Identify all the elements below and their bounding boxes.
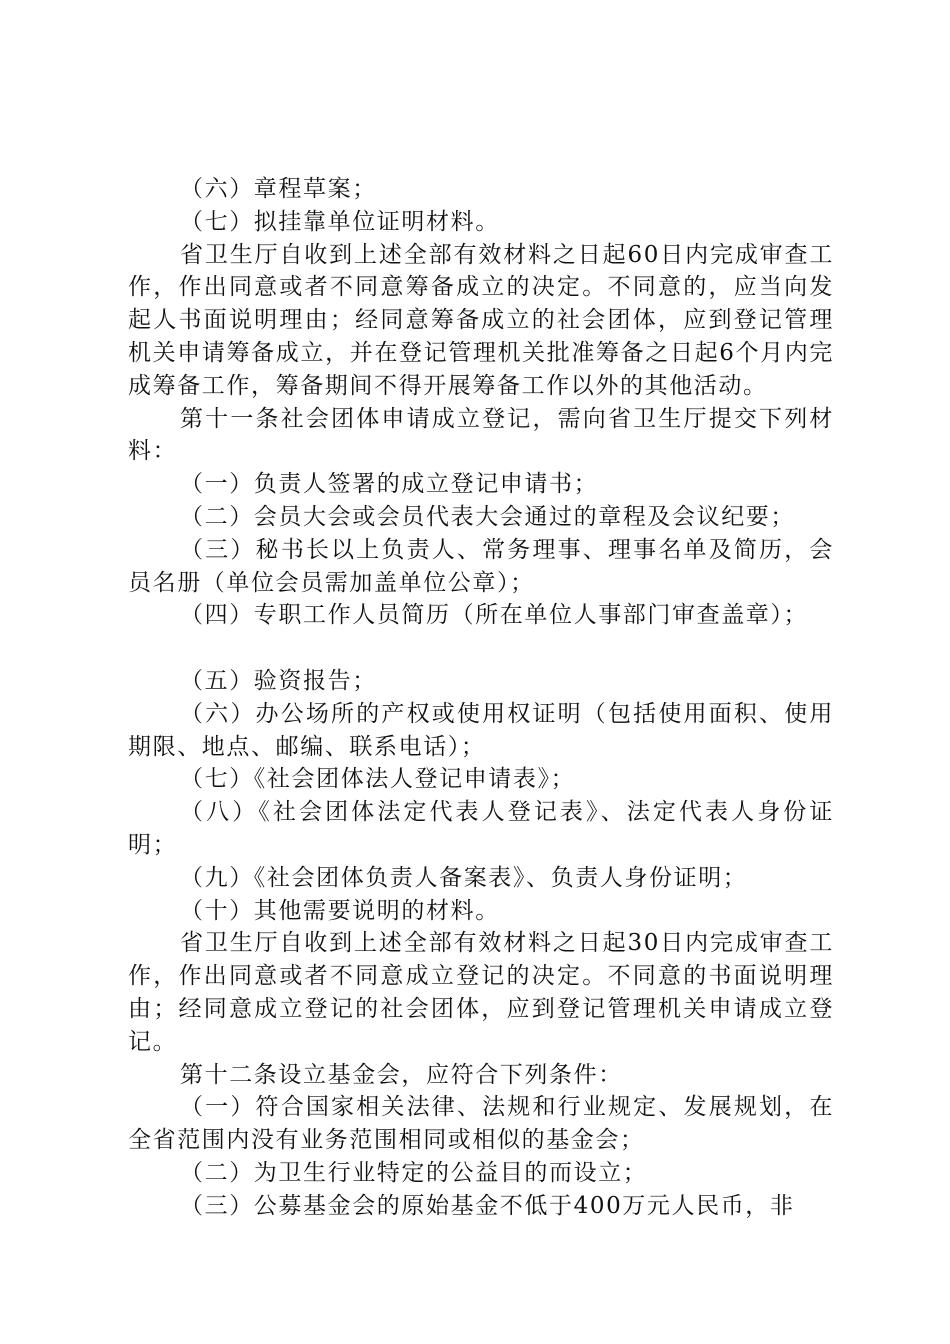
paragraph-review-60-days: 省卫生厅自收到上述全部有效材料之日起60日内完成审查工作，作出同意或者不同意筹备成立的决定。不同意的，应当向发起人书面说明理由；经同意筹备成立的社会团体，应到登记管理机关申请筹备成立，并在登记管理机关批准筹备之日起6个月内完成筹备工作，筹备期间不得开展筹备工作以外的其他活动。 bbox=[128, 241, 834, 399]
paragraph-foundation-condition-2: （二）为卫生行业特定的公益目的而设立； bbox=[180, 1159, 648, 1186]
paragraph-item-7: （七）《社会团体法人登记申请表》； bbox=[180, 766, 576, 793]
paragraph-article-11: 第十一条社会团体申请成立登记，需向省卫生厅提交下列材料： bbox=[128, 405, 834, 465]
document-body bbox=[128, 173, 834, 1223]
paragraph-item-9: （九）《社会团体负责人备案表》、负责人身份证明； bbox=[180, 864, 748, 891]
paragraph-item-4: （四）专职工作人员简历（所在单位人事部门审查盖章）； bbox=[180, 602, 809, 629]
paragraph-charter-draft: （六）章程草案； bbox=[180, 176, 377, 202]
paragraph-item-8: （八）《社会团体法定代表人登记表》、法定代表人身份证明； bbox=[128, 799, 834, 858]
paragraph-item-2: （二）会员大会或会员代表大会通过的章程及会议纪要； bbox=[180, 503, 795, 530]
paragraph-review-30-days: 省卫生厅自收到上述全部有效材料之日起30日内完成审查工作，作出同意或者不同意成立登记的决定。不同意的书面说明理由；经同意成立登记的社会团体，应到登记管理机关申请成立登记。 bbox=[128, 930, 834, 1055]
paragraph-item-3: （三）秘书长以上负责人、常务理事、理事名单及简历，会员名册（单位会员需加盖单位公章）； bbox=[128, 536, 834, 596]
paragraph-article-12: 第十二条设立基金会，应符合下列条件： bbox=[180, 1061, 623, 1088]
paragraph-item-5: （五）验资报告； bbox=[180, 667, 377, 694]
paragraph-foundation-condition-1: （一）符合国家相关法律、法规和行业规定、发展规划，在全省范围内没有业务范围相同或相似的基金会； bbox=[128, 1094, 834, 1154]
paragraph-item-1: （一）负责人签署的成立登记申请书； bbox=[180, 471, 599, 498]
paragraph-affiliation-proof: （七）拟挂靠单位证明材料。 bbox=[180, 208, 500, 235]
blank-line bbox=[128, 632, 834, 665]
paragraph-foundation-condition-3: （三）公募基金会的原始基金不低于400万元人民币，非 bbox=[180, 1192, 795, 1219]
paragraph-item-6: （六）办公场所的产权或使用权证明（包括使用面积、使用期限、地点、邮编、联系电话）； bbox=[128, 700, 834, 760]
paragraph-item-10: （十）其他需要说明的材料。 bbox=[180, 897, 500, 924]
